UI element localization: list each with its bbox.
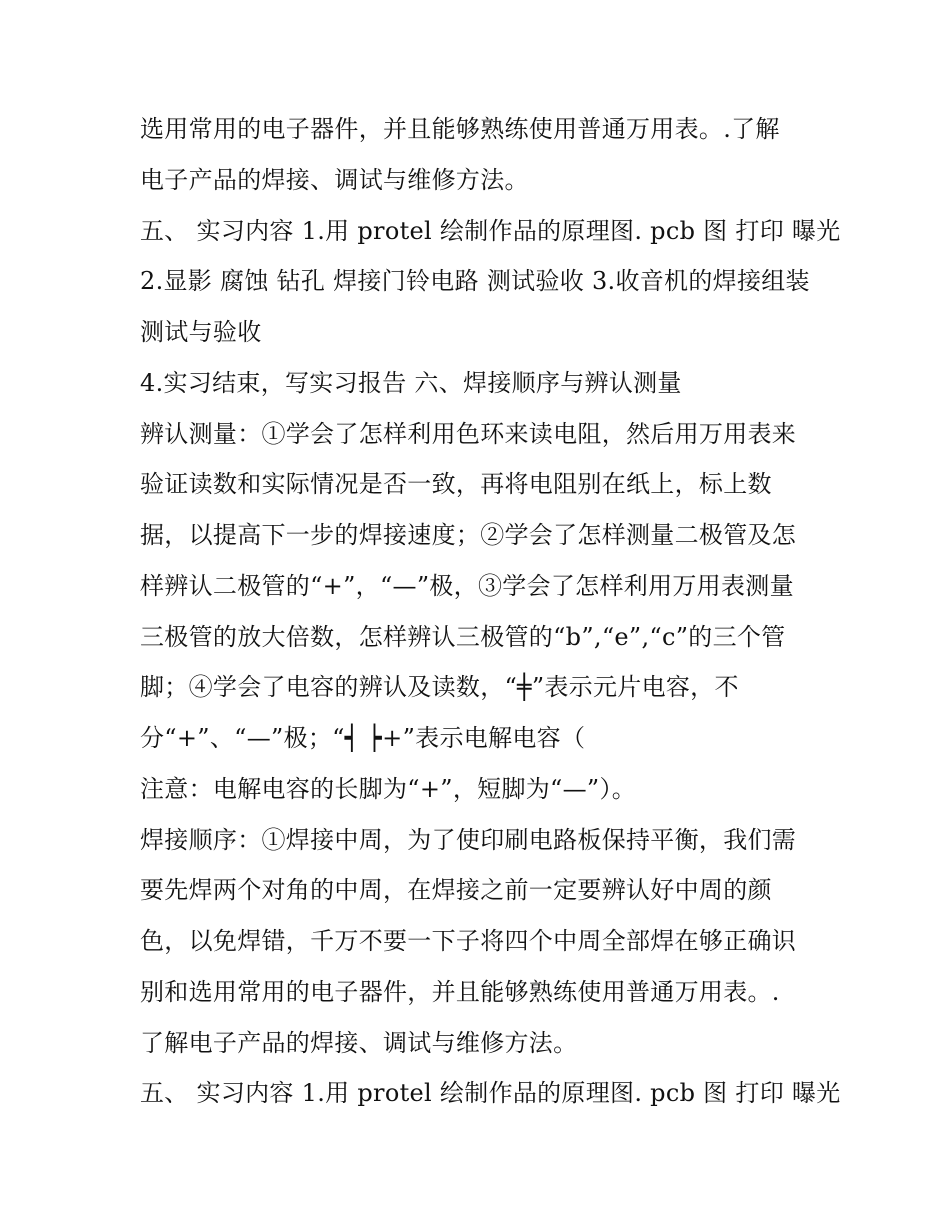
text-line: 注意：电解电容的长脚为“+”，短脚为“—”）。 [140,775,637,803]
text-line: 测试与验收 [140,318,262,346]
text-line: 据，以提高下一步的焊接速度；②学会了怎样测量二极管及怎 [140,521,797,549]
text-line: 焊接顺序：①焊接中周，为了使印刷电路板保持平衡，我们需 [140,826,797,854]
text-line: 电子产品的焊接、调试与维修方法。 [140,166,529,194]
text-line: 辨认测量：①学会了怎样利用色环来读电阻，然后用万用表来 [140,420,797,448]
text-line: 样辨认二极管的“+”，“—”极，③学会了怎样利用万用表测量 [140,572,794,600]
text-line: 选用常用的电子器件，并且能够熟练使用普通万用表。.了解 [140,115,780,143]
text-line: 三极管的放大倍数，怎样辨认三极管的“b”,“e”,“c”的三个管 [140,623,786,651]
text-line: 分“+”、“—”极；“┥ ┝+”表示电解电容（ [140,724,586,752]
text-line: 4.实习结束，写实习报告 六、焊接顺序与辨认测量 [140,369,682,397]
text-line: 五、 实习内容 1.用 protel 绘制作品的原理图. pcb 图 打印 曝光 [140,1079,841,1107]
text-line: 色，以免焊错，千万不要一下子将四个中周全部焊在够正确识 [140,927,797,955]
text-line: 别和选用常用的电子器件，并且能够熟练使用普通万用表。. [140,978,780,1006]
text-line: 脚；④学会了电容的辨认及读数，“╪”表示元片电容，不 [140,673,739,701]
text-line: 了解电子产品的焊接、调试与维修方法。 [140,1029,578,1057]
text-line: 2.显影 腐蚀 钻孔 焊接门铃电路 测试验收 3.收音机的焊接组装 [140,267,810,295]
text-line: 要先焊两个对角的中周，在焊接之前一定要辨认好中周的颜 [140,876,772,904]
text-line: 五、 实习内容 1.用 protel 绘制作品的原理图. pcb 图 打印 曝光 [140,217,841,245]
text-line: 验证读数和实际情况是否一致，再将电阻别在纸上，标上数 [140,470,772,498]
